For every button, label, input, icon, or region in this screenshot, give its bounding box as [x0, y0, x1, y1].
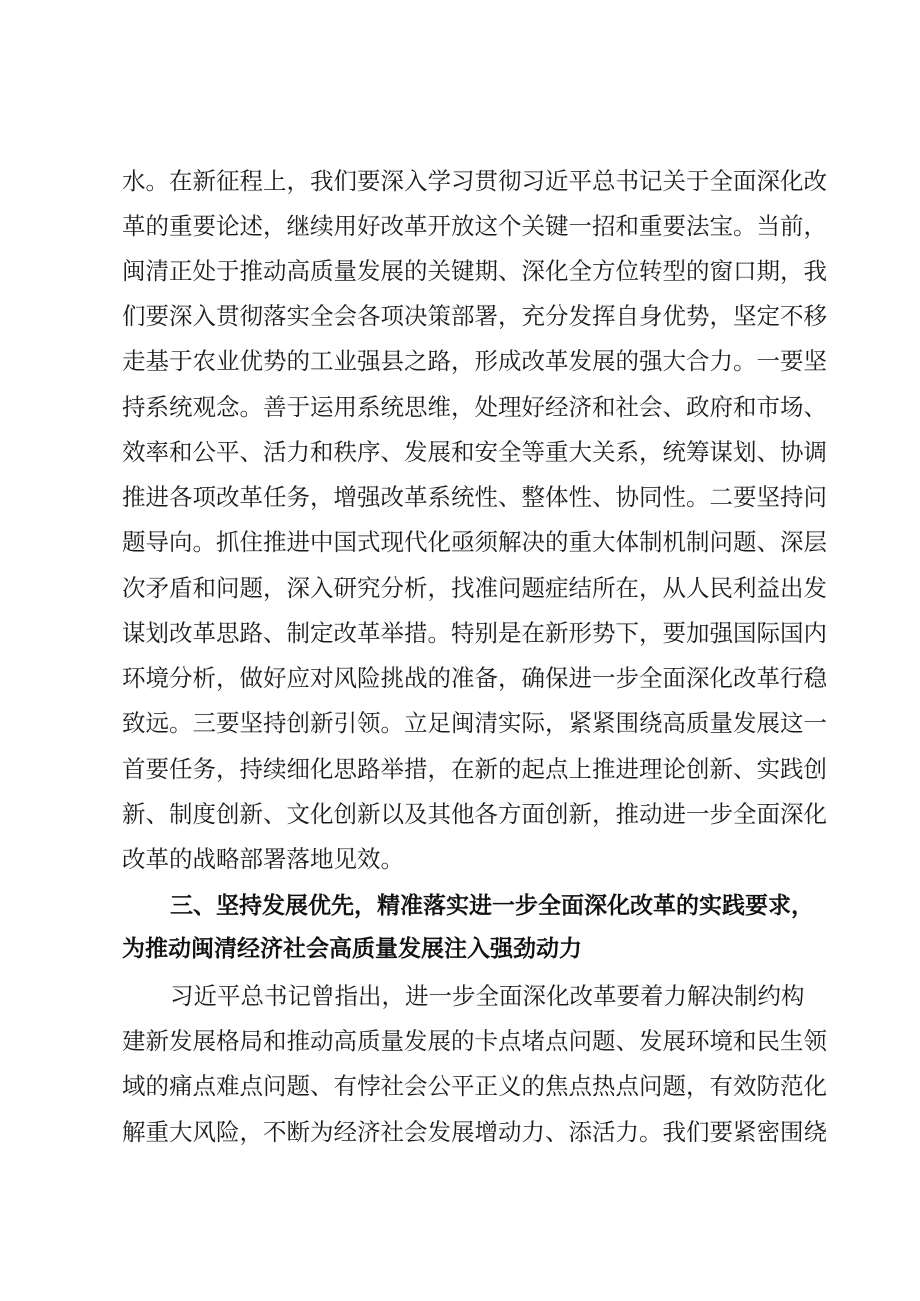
paragraph-1-line: 环境分析，做好应对风险挑战的准备，确保进一步全面深化改革行稳: [122, 664, 827, 692]
paragraph-1-line: 新、制度创新、文化创新以及其他各方面创新，推动进一步全面深化: [122, 800, 827, 828]
section-heading-line-2: 为推动闽清经济社会高质量发展注入强劲动力: [122, 936, 582, 962]
paragraph-1-line: 走基于农业优势的工业强县之路，形成改革发展的强大合力。一要坚: [122, 347, 827, 375]
paragraph-1-line: 谋划改革思路、制定改革举措。特别是在新形势下，要加强国际国内: [122, 619, 827, 647]
paragraph-1-line: 次矛盾和问题，深入研究分析，找准问题症结所在，从人民利益出发: [122, 574, 827, 602]
paragraph-2-line: 习近平总书记曾指出，进一步全面深化改革要着力解决制约构: [170, 982, 805, 1010]
paragraph-2-line: 建新发展格局和推动高质量发展的卡点堵点问题、发展环境和民生领: [122, 1027, 827, 1055]
paragraph-1-line: 推进各项改革任务，增强改革系统性、整体性、协同性。二要坚持问: [122, 483, 827, 511]
paragraph-1-line: 闽清正处于推动高质量发展的关键期、深化全方位转型的窗口期，我: [122, 257, 827, 285]
paragraph-1-line: 革的重要论述，继续用好改革开放这个关键一招和重要法宝。当前，: [122, 212, 827, 240]
paragraph-1-line: 致远。三要坚持创新引领。立足闽清实际，紧紧围绕高质量发展这一: [122, 709, 827, 737]
paragraph-1-line: 水。在新征程上，我们要深入学习贯彻习近平总书记关于全面深化改: [122, 167, 827, 195]
paragraph-1-line: 持系统观念。善于运用系统思维，处理好经济和社会、政府和市场、: [122, 393, 827, 421]
paragraph-1-line: 首要任务，持续细化思路举措，在新的起点上推进理论创新、实践创: [122, 755, 827, 783]
section-heading-line-1: 三、坚持发展优先，精准落实进一步全面深化改革的实践要求，: [170, 893, 814, 919]
paragraph-1-line: 题导向。抓住推进中国式现代化亟须解决的重大体制机制问题、深层: [122, 528, 827, 556]
paragraph-2-line: 域的痛点难点问题、有悖社会公平正义的焦点热点问题，有效防范化: [122, 1072, 827, 1100]
paragraph-2-line: 解重大风险，不断为经济社会发展增动力、添活力。我们要紧密围绕: [122, 1118, 827, 1146]
paragraph-1-line: 效率和公平、活力和秩序、发展和安全等重大关系，统筹谋划、协调: [122, 438, 827, 466]
paragraph-1-line: 们要深入贯彻落实全会各项决策部署，充分发挥自身优势，坚定不移: [122, 302, 827, 330]
paragraph-1-line: 改革的战略部署落地见效。: [122, 845, 404, 873]
